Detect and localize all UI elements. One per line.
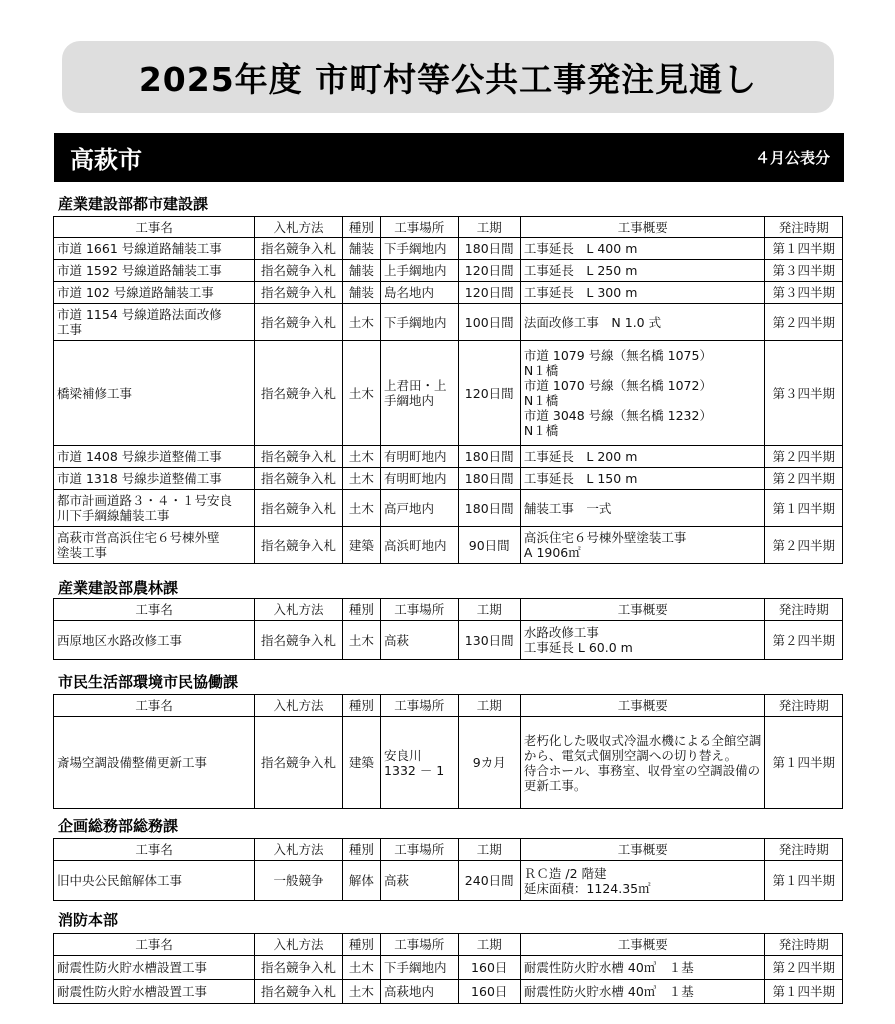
cell-name: 市道 1661 号線道路舗装工事	[54, 238, 255, 260]
section-heading: 産業建設部農林課	[58, 579, 179, 597]
cell-place: 有明町地内	[381, 446, 458, 468]
cell-summary: 法面改修工事 N 1.0 式	[520, 304, 765, 341]
cell-method: 一般競争	[255, 861, 343, 901]
cell-name: 市道 1318 号線歩道整備工事	[54, 468, 255, 490]
cell-type: 土木	[342, 980, 380, 1004]
cell-period: 160日	[458, 956, 520, 980]
column-header: 工事名	[54, 934, 255, 956]
cell-method: 指名競争入札	[255, 238, 343, 260]
cell-summary: 工事延長 L 200 m	[520, 446, 765, 468]
cell-place: 上手綱地内	[381, 260, 458, 282]
cell-timing: 第１四半期	[765, 238, 843, 260]
column-header: 発注時期	[765, 934, 843, 956]
cell-place: 上君田・上 手綱地内	[381, 341, 458, 446]
column-header: 入札方法	[255, 839, 343, 861]
cell-place: 高萩	[381, 621, 458, 660]
page-title: 2025年度 市町村等公共工事発注見通し	[138, 59, 758, 99]
column-header: 工期	[458, 217, 520, 238]
column-header: 工期	[458, 599, 520, 621]
cell-method: 指名競争入札	[255, 717, 343, 809]
cell-place: 高萩	[381, 861, 458, 901]
section-heading: 産業建設部都市建設課	[58, 195, 209, 213]
cell-method: 指名競争入札	[255, 621, 343, 660]
table-row	[54, 527, 843, 564]
cell-summary: ＲＣ造 /2 階建 延床面積：1124.35㎡	[520, 861, 765, 901]
column-header: 工事概要	[520, 934, 765, 956]
section-heading: 企画総務部総務課	[58, 817, 179, 835]
cell-name: 橋梁補修工事	[54, 341, 255, 446]
column-header: 種別	[342, 695, 380, 717]
cell-method: 指名競争入札	[255, 527, 343, 564]
column-header: 工事名	[54, 839, 255, 861]
column-header: 入札方法	[255, 695, 343, 717]
table-row	[54, 468, 843, 490]
section-heading: 市民生活部環境市民協働課	[58, 673, 239, 691]
construction-table	[53, 694, 843, 809]
column-header: 工事名	[54, 599, 255, 621]
cell-place: 下手綱地内	[381, 304, 458, 341]
cell-method: 指名競争入札	[255, 304, 343, 341]
cell-place: 高浜町地内	[381, 527, 458, 564]
table-header-row	[54, 934, 843, 956]
table-row	[54, 260, 843, 282]
cell-method: 指名競争入札	[255, 260, 343, 282]
cell-period: 120日間	[458, 260, 520, 282]
cell-summary: 水路改修工事 工事延長 L 60.0 m	[520, 621, 765, 660]
cell-type: 解体	[342, 861, 380, 901]
column-header: 工事概要	[520, 695, 765, 717]
city-header-bar	[54, 133, 844, 182]
cell-method: 指名競争入札	[255, 980, 343, 1004]
cell-name: 市道 1408 号線歩道整備工事	[54, 446, 255, 468]
column-header: 工事場所	[381, 599, 458, 621]
cell-place: 下手綱地内	[381, 956, 458, 980]
table-row	[54, 238, 843, 260]
cell-type: 土木	[342, 304, 380, 341]
cell-type: 土木	[342, 621, 380, 660]
cell-name: 西原地区水路改修工事	[54, 621, 255, 660]
construction-table	[53, 216, 843, 564]
cell-type: 土木	[342, 490, 380, 527]
cell-timing: 第１四半期	[765, 861, 843, 901]
column-header: 工事名	[54, 695, 255, 717]
cell-summary: 工事延長 L 150 m	[520, 468, 765, 490]
cell-summary: 舗装工事 一式	[520, 490, 765, 527]
cell-type: 土木	[342, 956, 380, 980]
cell-place: 有明町地内	[381, 468, 458, 490]
cell-period: 120日間	[458, 282, 520, 304]
cell-type: 土木	[342, 446, 380, 468]
cell-name: 市道 102 号線道路舗装工事	[54, 282, 255, 304]
page-title-box	[62, 41, 834, 113]
column-header: 工事場所	[381, 695, 458, 717]
cell-place: 下手綱地内	[381, 238, 458, 260]
cell-summary: 市道 1079 号線（無名橋 1075） N１橋 市道 1070 号線（無名橋 1072） N１橋 市道 3048 号線（無名橋 1232） N１橋	[520, 341, 765, 446]
column-header: 工期	[458, 934, 520, 956]
section-heading: 消防本部	[58, 911, 119, 929]
column-header: 入札方法	[255, 217, 343, 238]
cell-type: 土木	[342, 341, 380, 446]
cell-type: 舗装	[342, 282, 380, 304]
cell-name: 耐震性防火貯水槽設置工事	[54, 980, 255, 1004]
cell-summary: 耐震性防火貯水槽 40㎥ １基	[520, 956, 765, 980]
cell-place: 高萩地内	[381, 980, 458, 1004]
table-row	[54, 282, 843, 304]
column-header: 種別	[342, 934, 380, 956]
cell-period: 240日間	[458, 861, 520, 901]
cell-timing: 第３四半期	[765, 341, 843, 446]
table-row	[54, 446, 843, 468]
publication-note: ４月公表分	[754, 149, 830, 167]
cell-type: 舗装	[342, 260, 380, 282]
table-header-row	[54, 217, 843, 238]
table-header-row	[54, 839, 843, 861]
cell-timing: 第２四半期	[765, 527, 843, 564]
table-row	[54, 341, 843, 446]
cell-name: 耐震性防火貯水槽設置工事	[54, 956, 255, 980]
construction-table	[53, 933, 843, 1004]
cell-name: 市道 1154 号線道路法面改修 工事	[54, 304, 255, 341]
cell-timing: 第３四半期	[765, 282, 843, 304]
table-header-row	[54, 599, 843, 621]
cell-period: 130日間	[458, 621, 520, 660]
cell-period: 180日間	[458, 468, 520, 490]
cell-timing: 第１四半期	[765, 980, 843, 1004]
cell-timing: 第２四半期	[765, 956, 843, 980]
column-header: 工期	[458, 695, 520, 717]
table-header-row	[54, 695, 843, 717]
cell-period: 100日間	[458, 304, 520, 341]
cell-summary: 工事延長 L 300 m	[520, 282, 765, 304]
cell-period: 9カ月	[458, 717, 520, 809]
construction-table	[53, 598, 843, 660]
table-row	[54, 717, 843, 809]
cell-type: 建築	[342, 717, 380, 809]
column-header: 工事場所	[381, 839, 458, 861]
cell-timing: 第２四半期	[765, 446, 843, 468]
cell-summary: 耐震性防火貯水槽 40㎥ １基	[520, 980, 765, 1004]
column-header: 工事場所	[381, 934, 458, 956]
cell-name: 市道 1592 号線道路舗装工事	[54, 260, 255, 282]
cell-period: 180日間	[458, 238, 520, 260]
column-header: 工期	[458, 839, 520, 861]
cell-timing: 第２四半期	[765, 468, 843, 490]
cell-type: 舗装	[342, 238, 380, 260]
column-header: 工事概要	[520, 599, 765, 621]
cell-type: 土木	[342, 468, 380, 490]
column-header: 工事名	[54, 217, 255, 238]
cell-summary: 工事延長 L 250 m	[520, 260, 765, 282]
city-name: 高萩市	[70, 146, 142, 174]
cell-name: 高萩市営高浜住宅６号棟外壁 塗装工事	[54, 527, 255, 564]
table-row	[54, 956, 843, 980]
cell-place: 安良川 1332 － 1	[381, 717, 458, 809]
column-header: 発注時期	[765, 599, 843, 621]
cell-place: 島名地内	[381, 282, 458, 304]
column-header: 工事概要	[520, 217, 765, 238]
cell-period: 180日間	[458, 446, 520, 468]
column-header: 発注時期	[765, 695, 843, 717]
column-header: 工事場所	[381, 217, 458, 238]
cell-name: 旧中央公民館解体工事	[54, 861, 255, 901]
column-header: 発注時期	[765, 839, 843, 861]
table-row	[54, 861, 843, 901]
construction-table	[53, 838, 843, 901]
table-row	[54, 304, 843, 341]
table-row	[54, 490, 843, 527]
cell-summary: 工事延長 L 400 m	[520, 238, 765, 260]
column-header: 発注時期	[765, 217, 843, 238]
cell-timing: 第２四半期	[765, 304, 843, 341]
cell-method: 指名競争入札	[255, 490, 343, 527]
cell-summary: 老朽化した吸収式冷温水機による全館空調から、電気式個別空調への切り替え。 待合ホール、事務室、収骨室の空調設備の更新工事。	[520, 717, 765, 809]
column-header: 入札方法	[255, 934, 343, 956]
cell-period: 180日間	[458, 490, 520, 527]
cell-period: 90日間	[458, 527, 520, 564]
cell-timing: 第１四半期	[765, 490, 843, 527]
cell-method: 指名競争入札	[255, 468, 343, 490]
cell-timing: 第２四半期	[765, 621, 843, 660]
column-header: 種別	[342, 217, 380, 238]
cell-period: 120日間	[458, 341, 520, 446]
cell-method: 指名競争入札	[255, 956, 343, 980]
column-header: 入札方法	[255, 599, 343, 621]
cell-timing: 第３四半期	[765, 260, 843, 282]
cell-summary: 高浜住宅６号棟外壁塗装工事 A 1906㎡	[520, 527, 765, 564]
cell-name: 都市計画道路３・４・１号安良 川下手綱線舗装工事	[54, 490, 255, 527]
table-row	[54, 621, 843, 660]
cell-period: 160日	[458, 980, 520, 1004]
table-row	[54, 980, 843, 1004]
column-header: 種別	[342, 839, 380, 861]
cell-method: 指名競争入札	[255, 341, 343, 446]
column-header: 工事概要	[520, 839, 765, 861]
cell-timing: 第１四半期	[765, 717, 843, 809]
cell-place: 高戸地内	[381, 490, 458, 527]
cell-name: 斎場空調設備整備更新工事	[54, 717, 255, 809]
column-header: 種別	[342, 599, 380, 621]
cell-type: 建築	[342, 527, 380, 564]
cell-method: 指名競争入札	[255, 282, 343, 304]
cell-method: 指名競争入札	[255, 446, 343, 468]
